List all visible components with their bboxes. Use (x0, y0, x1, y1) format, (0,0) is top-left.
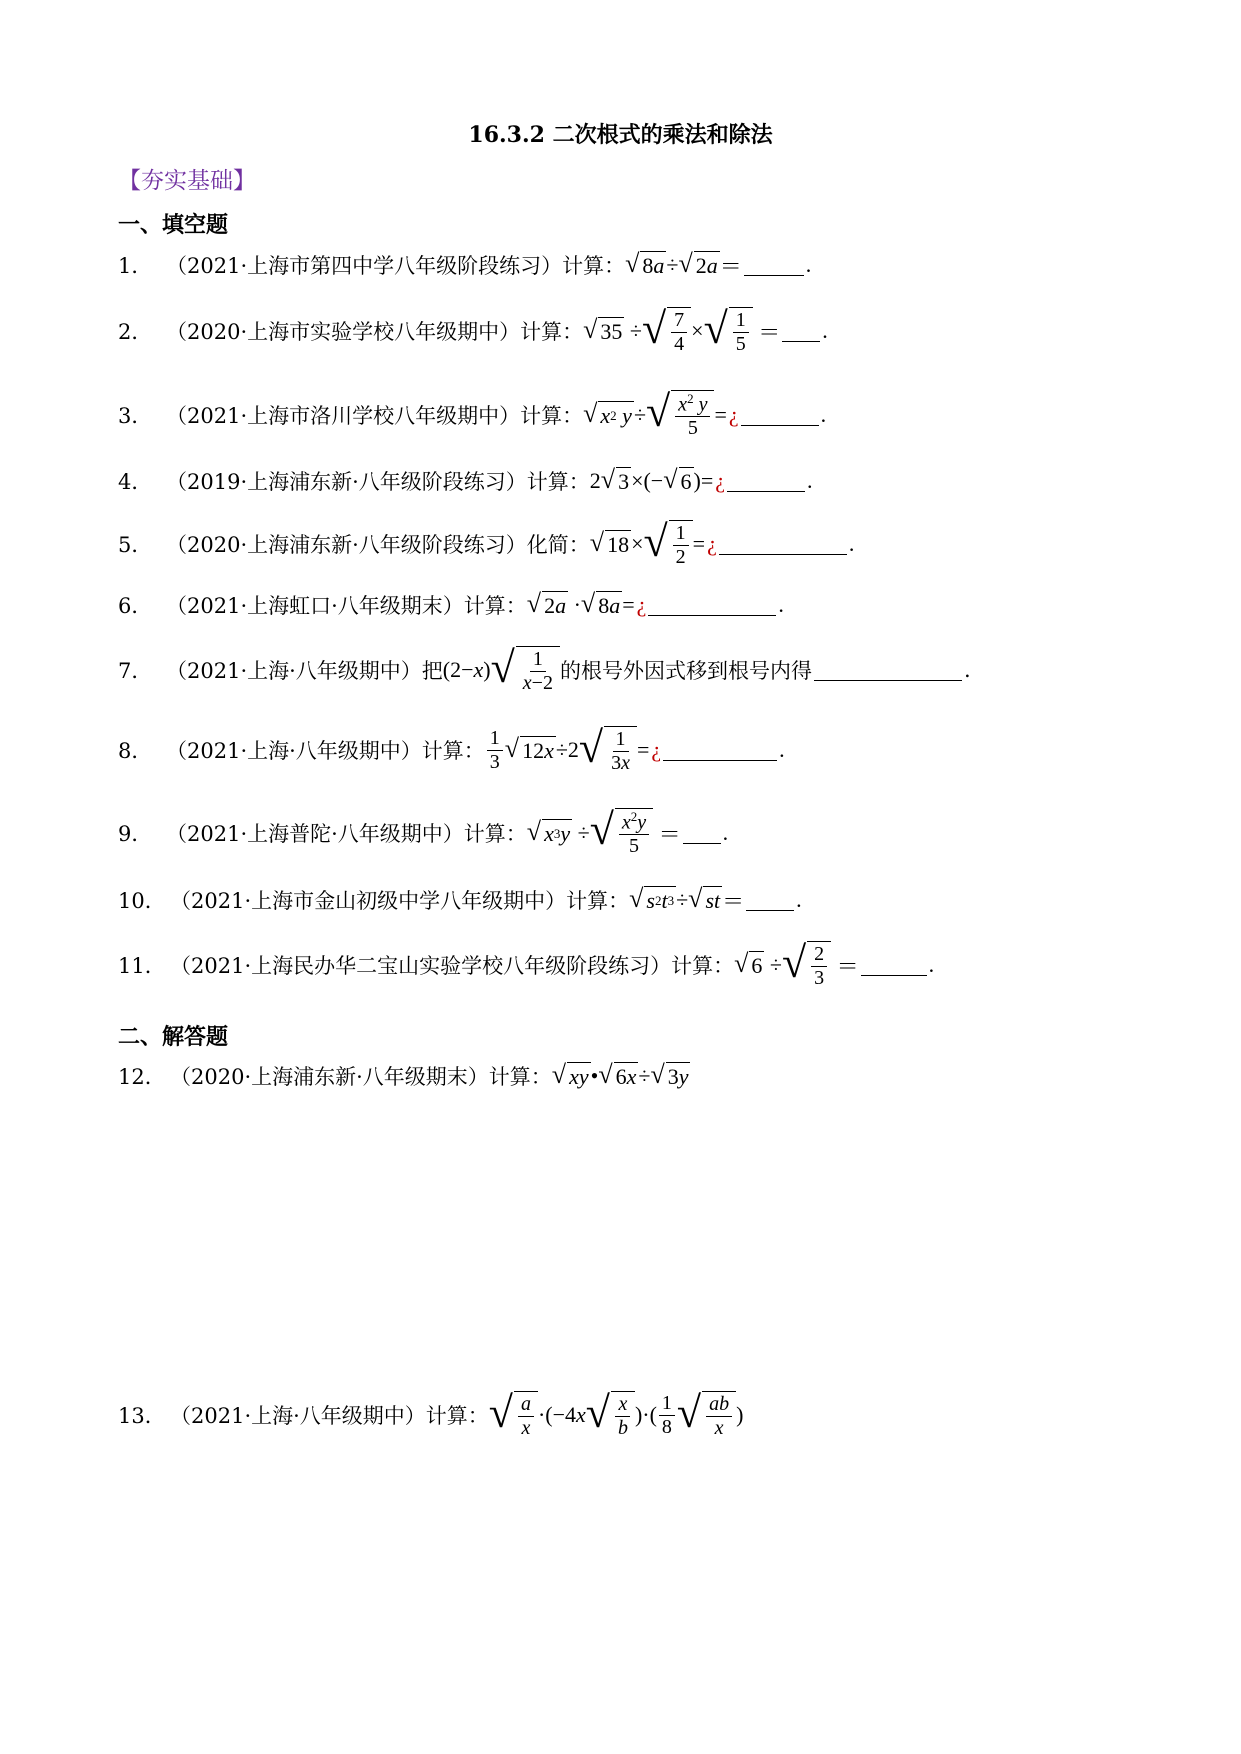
math-expression: √ 2 a · √ 8 a = ¿ . (526, 589, 784, 618)
question-10 (118, 885, 802, 915)
question-number: 6． (118, 594, 153, 618)
math-expression: √ 18 × √ 1 2 = ¿ . (589, 516, 855, 568)
question-number: 5． (118, 533, 153, 557)
answer-heading: 二、解答题 (118, 1024, 229, 1050)
math-expression: √ a x ·(−4 x √ x b )·( 1 8 √ ab x ) (488, 1387, 744, 1439)
fill-in-heading: 一、填空题 (118, 212, 229, 238)
math-expression: √ 6 ÷ √ 2 3 ＝ . (734, 937, 935, 989)
question-number: 10． (118, 889, 166, 913)
question-number: 8． (118, 739, 153, 763)
question-6 (118, 590, 784, 620)
question-source: （2021·上海市金山初级中学八年级期中）计算： (170, 889, 630, 913)
question-number: 9． (118, 822, 153, 846)
math-expression: 2 √ 3 ×(− √ 6 )= ¿ . (589, 465, 813, 494)
question-7: 7． （2021·上海·八年级期中）把 (2− x ) √ 1 x−2 的根号外因式移到根号内得 . (118, 642, 971, 694)
math-expression: √ s 2 t 3 ÷ √ st ＝ . (629, 884, 802, 914)
question-1 (118, 250, 811, 280)
math-expression: (2− x ) √ 1 x−2 (443, 646, 560, 695)
math-expression: √ x 3 y ÷ √ $x^2y$ 5 ＝ . (526, 804, 729, 858)
question-number: 1． (118, 254, 153, 278)
question-source: （2021·上海·八年级期中）把 (166, 659, 443, 683)
question-source: （2019·上海浦东新·八年级阶段练习）计算： (166, 470, 590, 494)
question-source: （2021·上海普陀·八年级期中）计算： (166, 822, 527, 846)
math-expression: 1 3 √ 12 x ÷2 √ 1 3x = ¿ . (485, 726, 785, 775)
question-number: 4． (118, 470, 153, 494)
question-2 (118, 303, 828, 355)
question-12 (118, 1061, 690, 1091)
question-source: （2021·上海虹口·八年级期末）计算： (166, 594, 527, 618)
question-13 (118, 1387, 744, 1439)
document-title: 16.3.2 二次根式的乘法和除法 (468, 122, 773, 148)
math-expression: √ 35 ÷ √ 7 4 × √ 1 5 ＝ . (583, 303, 828, 355)
question-9 (118, 804, 729, 858)
question-number: 13． (118, 1404, 166, 1428)
question-source: （2021·上海·八年级期中）计算： (166, 739, 485, 763)
question-source: （2021·上海民办华二宝山实验学校八年级阶段练习）计算： (170, 954, 735, 978)
question-11 (118, 937, 935, 989)
question-number: 7． (118, 659, 153, 683)
section-label: 【夯实基础】 (118, 168, 256, 194)
question-number: 3． (118, 404, 153, 428)
question-suffix: 的根号外因式移到根号内得 (559, 659, 812, 683)
question-8 (118, 722, 785, 774)
question-source: （2020·上海市实验学校八年级期中）计算： (166, 320, 584, 344)
question-source: （2021·上海市洛川学校八年级期中）计算： (166, 404, 584, 428)
math-expression: √ 8 a ÷ √ 2 a ＝ . (625, 249, 812, 279)
question-source: （2021·上海市第四中学八年级阶段练习）计算： (166, 254, 626, 278)
question-source: （2020·上海浦东新·八年级期末）计算： (170, 1065, 552, 1089)
question-source: （2020·上海浦东新·八年级阶段练习）化简： (166, 533, 590, 557)
question-number: 12． (118, 1065, 166, 1089)
question-3 (118, 386, 827, 440)
question-number: 11． (118, 954, 166, 978)
math-expression: √ x 2 y ÷ √ $x^2$ y 5 = ¿ . (583, 386, 827, 440)
question-5 (118, 516, 855, 568)
question-4 (118, 466, 813, 496)
question-number: 2． (118, 320, 153, 344)
question-source: （2021·上海·八年级期中）计算： (170, 1404, 489, 1428)
math-expression: √ xy • √ 6 x ÷ √ 3 y (551, 1060, 689, 1089)
